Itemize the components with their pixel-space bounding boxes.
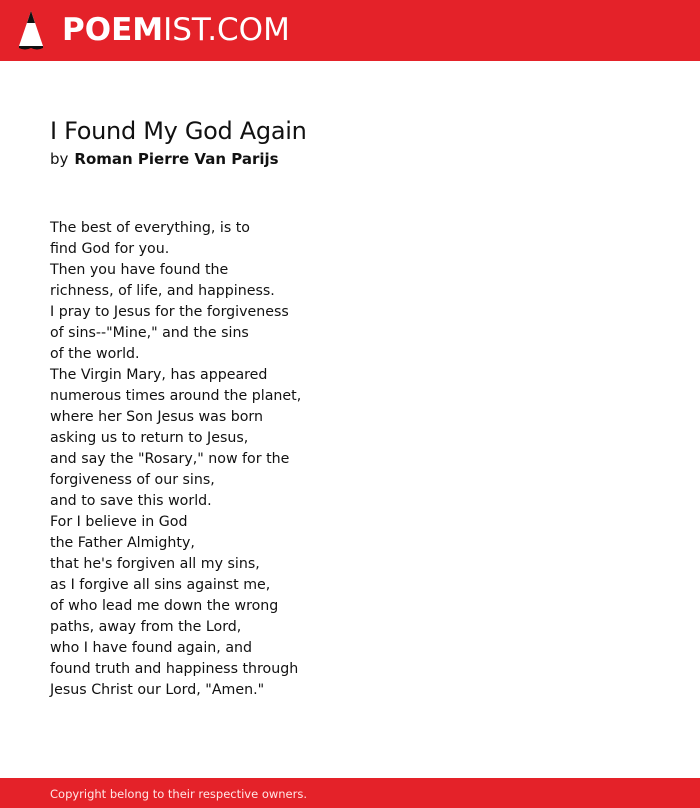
copyright-notice: Copyright belong to their respective owners. (50, 787, 308, 801)
poem-line: who I have found again, and (50, 640, 253, 656)
poem-line: forgiveness of our sins, (50, 472, 215, 488)
poem-line: and say the "Rosary," now for the (50, 451, 290, 467)
byline (50, 148, 279, 170)
poem-line: found truth and happiness through (50, 661, 299, 677)
site-header (0, 0, 700, 61)
poem-line: richness, of life, and happiness. (50, 283, 275, 299)
poem-line: Then you have found the (50, 262, 229, 278)
brand-light: IST.COM (163, 12, 290, 48)
poem-line: I pray to Jesus for the forgiveness (50, 304, 289, 320)
poem-line: that he's forgiven all my sins, (50, 556, 260, 572)
poem-line: of who lead me down the wrong (50, 598, 279, 614)
pencil-tip-icon (18, 10, 44, 52)
poem-line: the Father Almighty, (50, 535, 195, 551)
poem-line: paths, away from the Lord, (50, 619, 242, 635)
poem-line: as I forgive all sins against me, (50, 577, 271, 593)
poem-line: numerous times around the planet, (50, 388, 302, 404)
poem-line: asking us to return to Jesus, (50, 430, 249, 446)
poem-line: and to save this world. (50, 493, 212, 509)
poem-line: Jesus Christ our Lord, "Amen." (50, 682, 265, 698)
by-prefix: by (50, 150, 69, 168)
poem-body (50, 218, 490, 701)
poem-title: I Found My God Again (50, 117, 307, 145)
poem-line: where her Son Jesus was born (50, 409, 263, 425)
poem-line: The Virgin Mary, has appeared (50, 367, 268, 383)
author-name: Roman Pierre Van Parijs (74, 150, 279, 168)
poem-line: of the world. (50, 346, 140, 362)
poem-line: find God for you. (50, 241, 170, 257)
poem-line: For I believe in God (50, 514, 188, 530)
site-logo[interactable] (62, 12, 290, 48)
poem-line: The best of everything, is to (50, 220, 250, 236)
site-footer (0, 778, 700, 808)
poem-line: of sins--"Mine," and the sins (50, 325, 249, 341)
brand-bold: POEM (62, 12, 164, 48)
